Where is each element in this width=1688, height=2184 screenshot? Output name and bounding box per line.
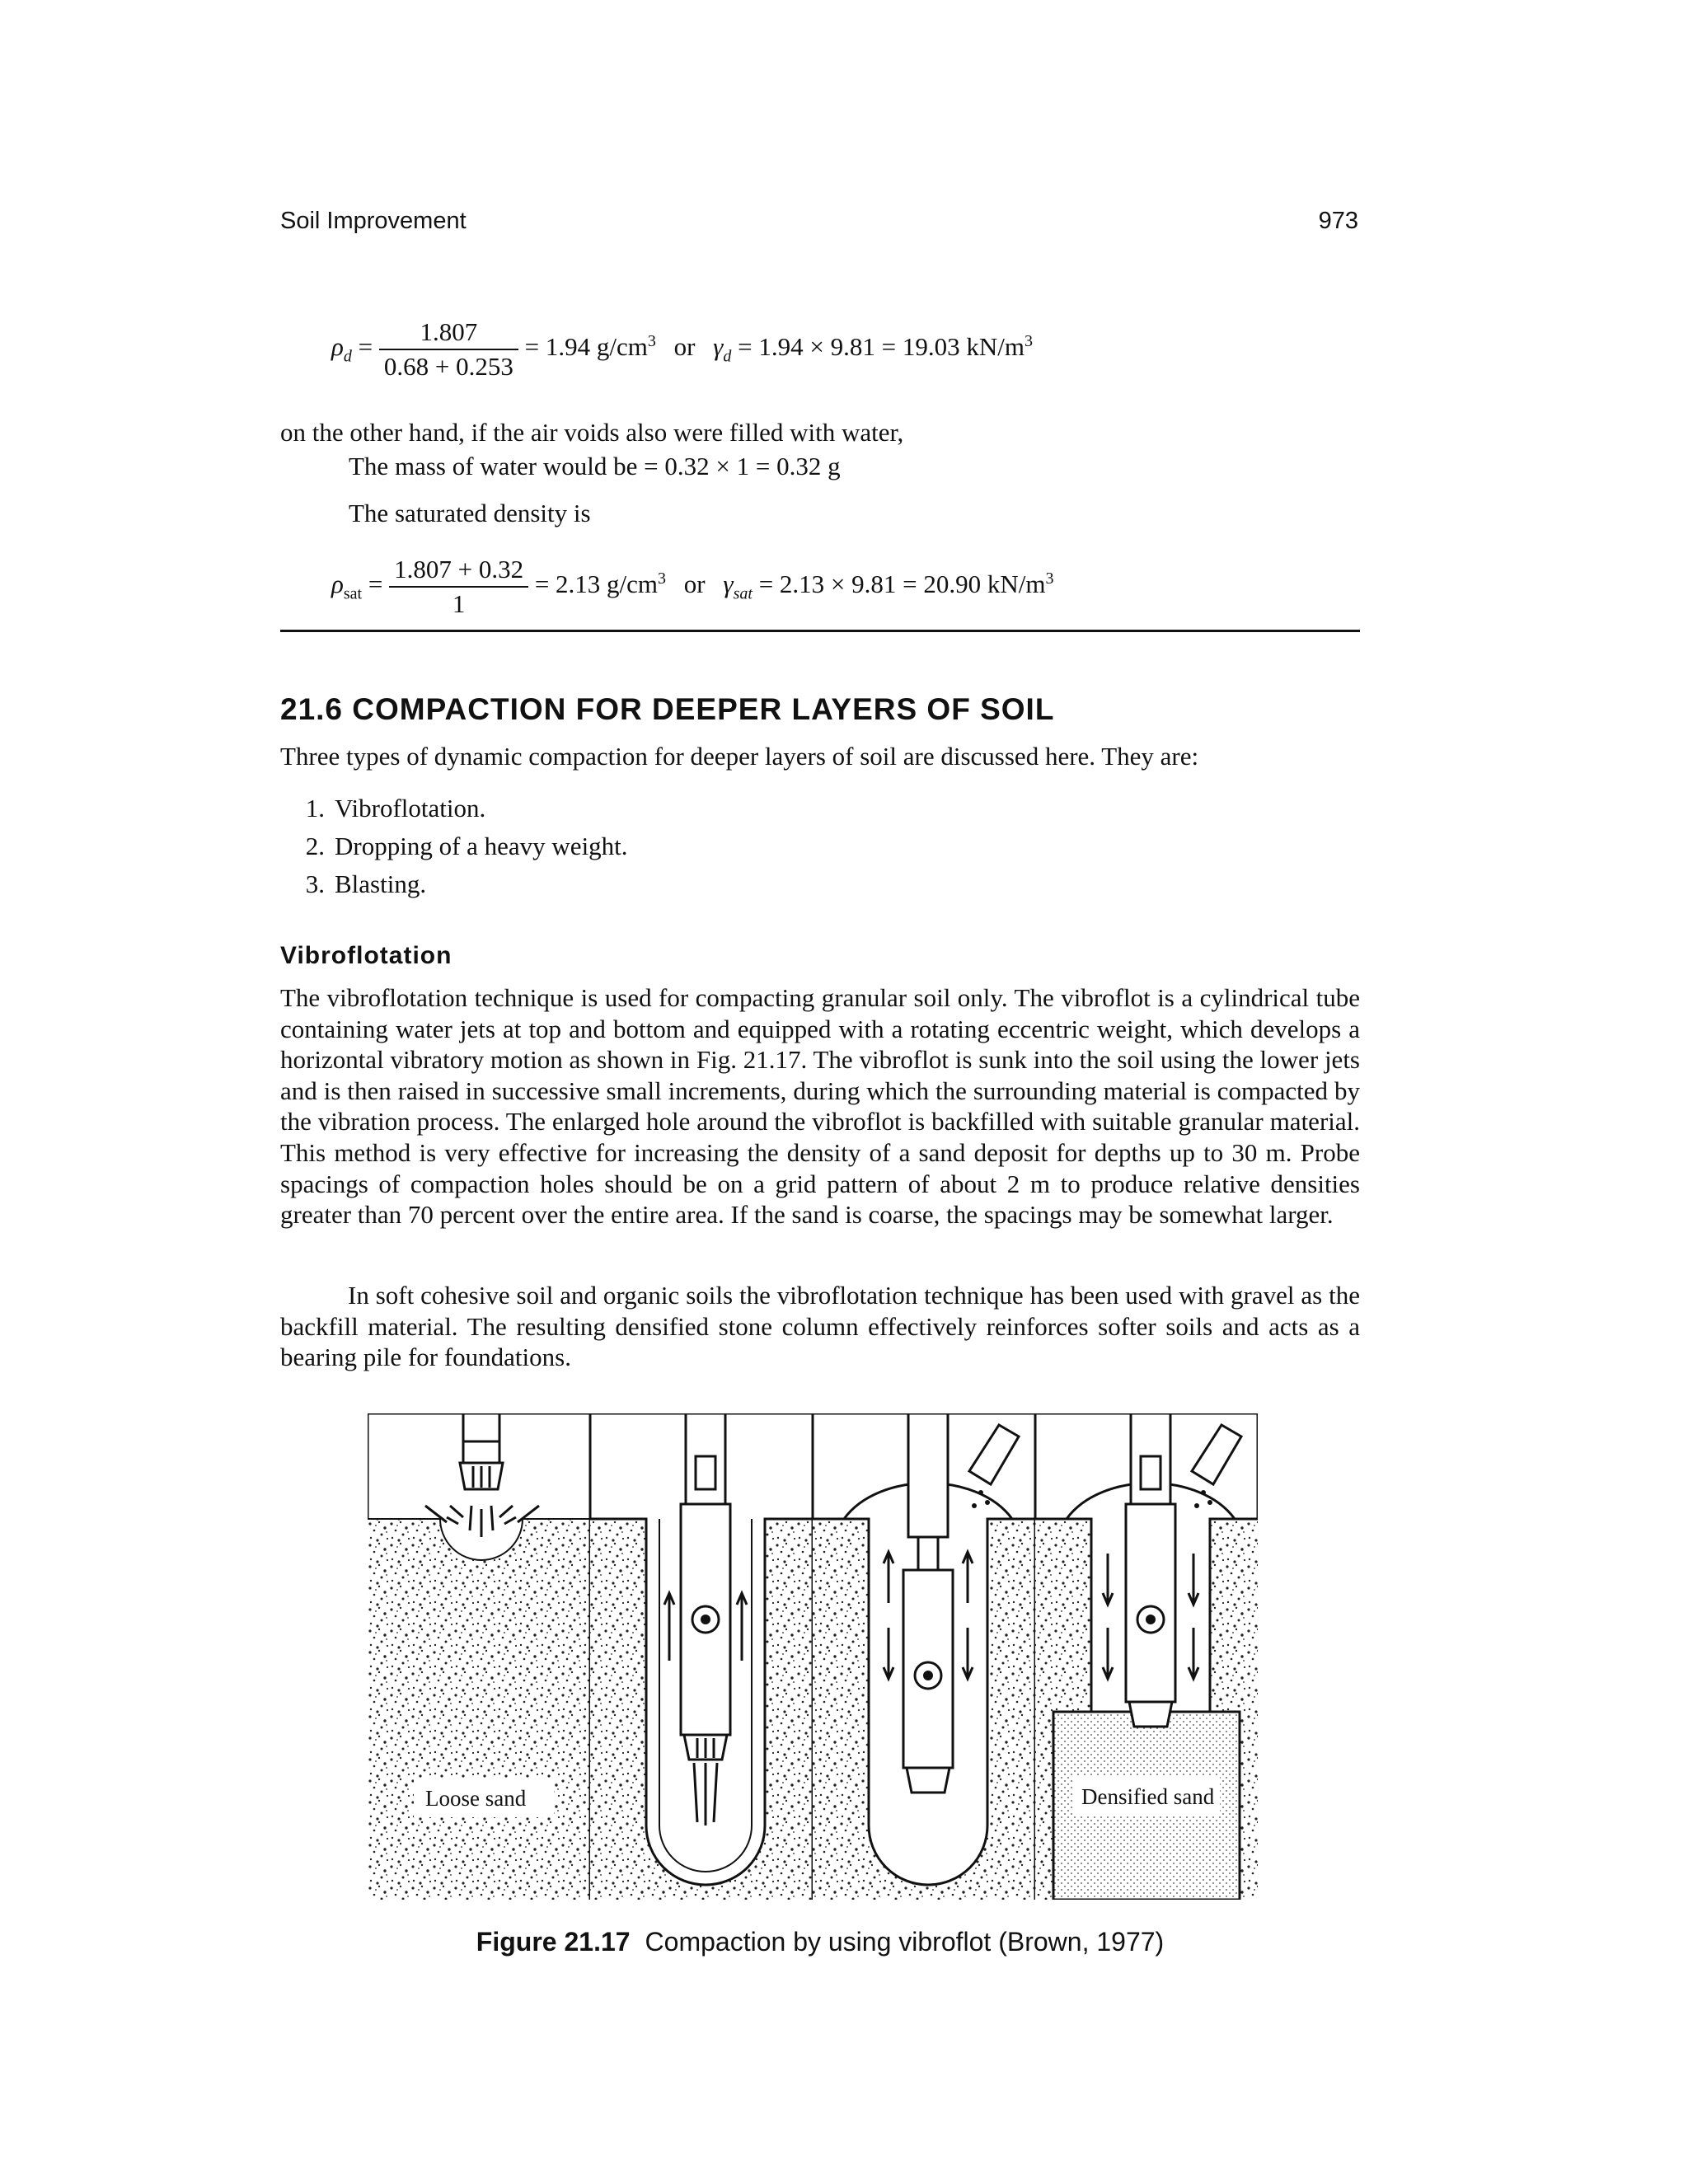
result: = 1.94 g/cm — [524, 332, 648, 362]
list-number: 2. — [305, 832, 325, 860]
connector: or — [683, 569, 706, 599]
section-intro: Three types of dynamic compaction for deeper layers of soil are discussed here. They are: — [280, 742, 1199, 771]
list-item — [280, 794, 485, 823]
list-item — [280, 832, 628, 861]
fraction — [379, 317, 518, 382]
horizontal-rule — [280, 630, 1360, 632]
fraction-denominator: 0.68 + 0.253 — [383, 352, 513, 381]
figure-caption — [280, 1927, 1360, 1957]
figure-caption-text: Compaction by using vibroflot (Brown, 1977) — [645, 1927, 1165, 1957]
air-voids-text: on the other hand, if the air voids also were filled with water, — [280, 418, 904, 447]
gamma-symbol: γ — [723, 569, 734, 599]
equation-saturated-density: $\rho_{sat}$ = $\frac{1.807 + 0.32}{1}$ = 2.13 $g/cm^3$ or $\gamma_{sat} = 2.13 \times 9.81 = 20.90$ $kN/m^3$ — [331, 555, 1054, 618]
result-exponent: 3 — [647, 331, 656, 350]
list-text: Vibroflotation. — [335, 794, 486, 823]
section-heading: 21.6 COMPACTION FOR DEEPER LAYERS OF SOIL — [280, 692, 1055, 726]
result-exponent: 3 — [658, 569, 667, 588]
list-item — [280, 869, 426, 899]
fraction-denominator: 1 — [452, 589, 466, 618]
saturated-density-text: The saturated density is — [349, 499, 591, 527]
fraction-numerator: 1.807 — [379, 317, 518, 350]
page-number: 973 — [1318, 208, 1358, 234]
gamma-expression: = 2.13 × 9.81 = 20.90 kN/m — [758, 569, 1046, 599]
list-text: Blasting. — [335, 869, 427, 898]
vibroflot-figure — [368, 1413, 1258, 1900]
connector: or — [673, 332, 696, 362]
list-number: 3. — [305, 869, 325, 898]
rho-symbol: ρ — [331, 332, 344, 362]
fraction-numerator: 1.807 + 0.32 — [389, 555, 528, 588]
gamma-exponent: 3 — [1045, 569, 1054, 588]
rho-subscript: sat — [343, 584, 363, 603]
mass-of-water-text: The mass of water would be = 0.32 × 1 = 0.32 g — [349, 452, 841, 480]
rho-subscript: d — [343, 347, 352, 366]
label-densified-sand: Densified sand — [1081, 1784, 1215, 1809]
list-text: Dropping of a heavy weight. — [335, 832, 628, 860]
gamma-subscript: d — [723, 347, 732, 366]
running-head: Soil Improvement — [280, 208, 467, 234]
gamma-exponent: 3 — [1024, 331, 1033, 350]
result: = 2.13 g/cm — [534, 569, 659, 599]
fraction — [389, 555, 528, 619]
gamma-expression: = 1.94 × 9.81 = 19.03 kN/m — [738, 332, 1025, 362]
equation-dry-density: $\rho_d$ = $\frac{1.807}{0.68 + 0.253}$ = 1.94 $g/cm^3$ or $\gamma_d = 1.94 \times 9.81 = 19.03$ $kN/m^3$ — [331, 317, 1033, 381]
subheading-vibroflotation: Vibroflotation — [280, 942, 452, 969]
list-number: 1. — [305, 794, 325, 823]
paragraph-cohesive-soils: In soft cohesive soil and organic soils the vibroflotation technique has been used with gravel as the backfill material. The resulting densified stone column effectively reinforces softer soils and acts as a bearing pile for foundations. — [280, 1281, 1360, 1372]
rho-symbol: ρ — [331, 569, 344, 599]
figure-number: Figure 21.17 — [476, 1927, 631, 1957]
paragraph-vibroflotation: The vibroflotation technique is used for compacting granular soil only. The vibroflot is a cylindrical tube containing water jets at top and bottom and equipped with a rotating eccentric weight, which develops a horizontal vibratory motion as shown in Fig. 21.17. The vibroflot is sunk into the soil using the lower jets and is then raised in successive small increments, during which the surrounding material is compacted by the vibration process. The enlarged hole around the vibroflot is backfilled with suitable granular material. This method is very effective for increasing the density of a sand deposit for depths up to 30 m. Probe spacings of compaction holes should be on a grid pattern of about 2 m to produce relative densities greater than 70 percent over the entire area. If the sand is coarse, the spacings may be somewhat larger. — [280, 983, 1360, 1230]
gamma-subscript: sat — [733, 584, 753, 603]
label-loose-sand: Loose sand — [425, 1786, 527, 1811]
gamma-symbol: γ — [713, 332, 724, 362]
